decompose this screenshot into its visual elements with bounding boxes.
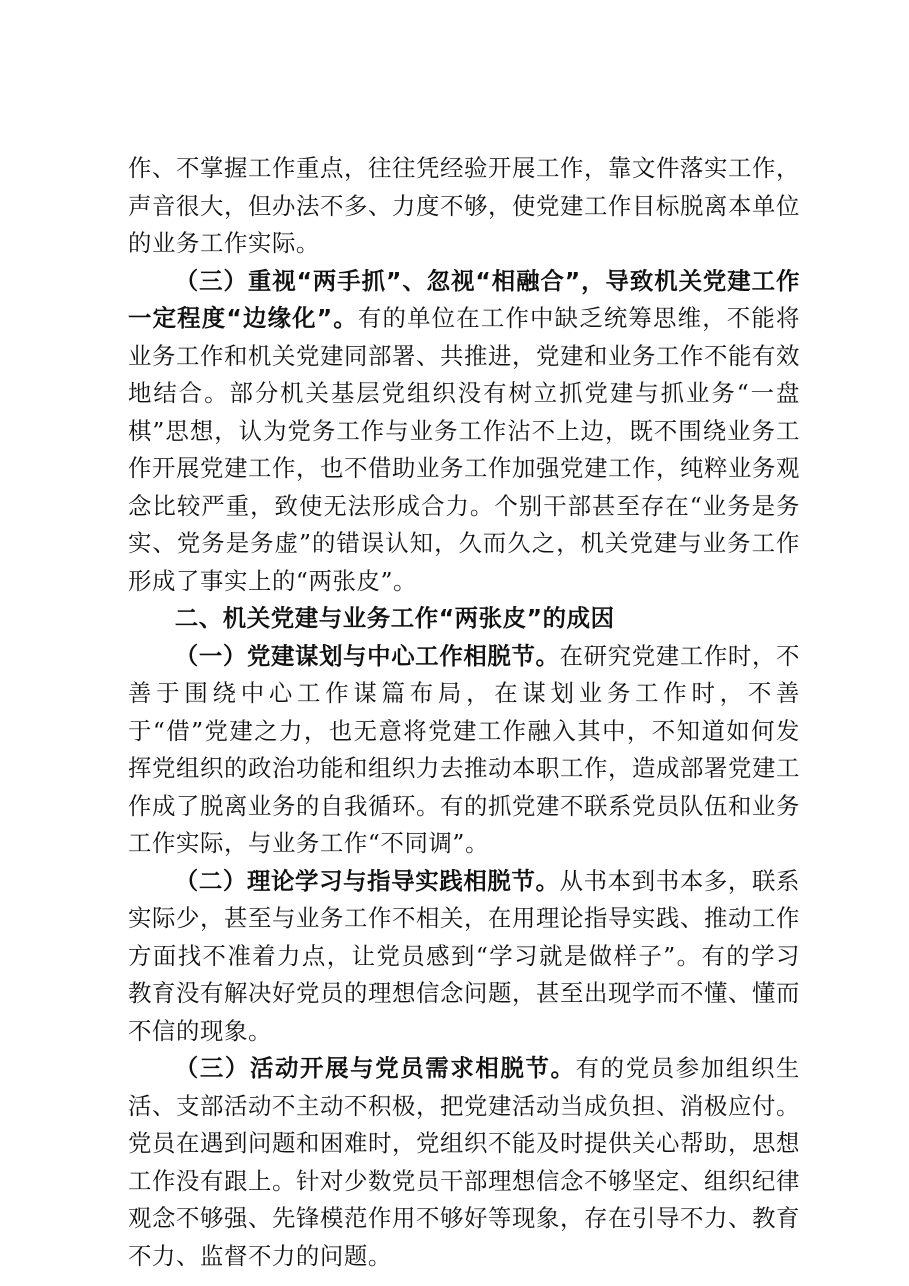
paragraph-text: 从书本到书本多，联系实际少，甚至与业务工作不相关，在用理论指导实践、推动工作方面找不准着力点，让党员感到“学习就是做样子”。有的学习教育没有解决好党员的理想信念问题，甚至出现学而不懂、懂而不信的现象。 [128,866,801,1045]
paragraph-lead: （三）活动开展与党员需求相脱节。 [174,1054,576,1082]
document-body [128,150,800,1275]
paragraph-text: 有的单位在工作中缺乏统筹思维，不能将业务工作和机关党建同部署、共推进，党建和业务工作不能有效地结合。部分机关基层党组织没有树立抓党建与抓业务“一盘棋”思想，认为党务工作与业务工作沾不上边，既不围绕业务工作开展党建工作，也不借助业务工作加强党建工作，纯粹业务观念比较严重，致使无法形成合力。个别干部甚至存在“业务是务实、党务是务虚”的错误认知，久而久之，机关党建与业务工作形成了事实上的“两张皮”。 [128,304,800,595]
paragraph-text: 作、不掌握工作重点，往往凭经验开展工作，靠文件落实工作，声音很大，但办法不多、力度不够，使党建工作目标脱离本单位的业务工作实际。 [128,154,800,257]
paragraph-section-3 [128,263,800,601]
section-heading: 二、机关党建与业务工作“两张皮”的成因 [174,604,615,632]
paragraph-cause-3 [128,1050,800,1275]
paragraph-lead: （一）党建谋划与中心工作相脱节。 [174,641,560,670]
paragraph-text: 有的党员参加组织生活、支部活动不主动不积极，把党建活动当成负担、消极应付。党员在遇到问题和困难时，党组织不能及时提供关心帮助，思想工作没有跟上。针对少数党员干部理想信念不够坚定、组织纪律观念不够强、先锋模范作用不够好等现象，存在引导不力、教育不力、监督不力的问题。 [128,1054,800,1270]
paragraph-lead: （二）理论学习与指导实践相脱节。 [174,866,560,895]
paragraph-text: 在研究党建工作时，不善于围绕中心工作谋篇布局，在谋划业务工作时，不善于“借”党建之力，也无意将党建工作融入其中，不知道如何发挥党组织的政治功能和组织力去推动本职工作，造成部署党建工作成了脱离业务的自我循环。有的抓党建不联系党员队伍和业务工作实际，与业务工作“不同调”。 [128,641,801,857]
paragraph-continuation [128,150,800,263]
paragraph-lead: （三）重视“两手抓”、忽视“相融合”，导致机关党建工作一定程度“边缘化”。 [128,266,800,332]
paragraph-cause-2 [128,863,800,1051]
paragraph-cause-1 [128,638,800,863]
